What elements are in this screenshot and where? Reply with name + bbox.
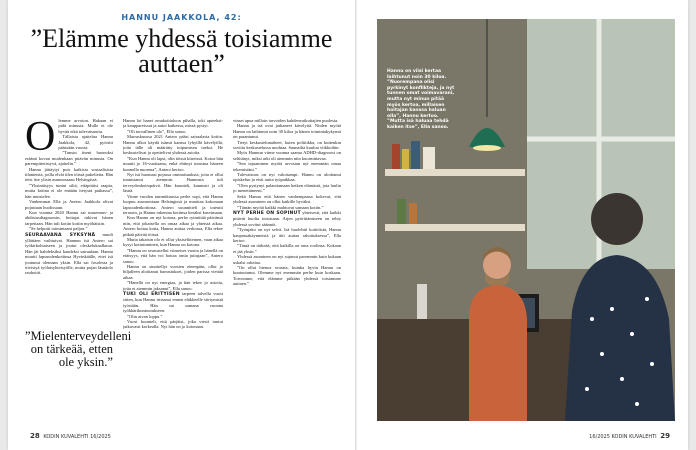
paragraph: ”Se helpotti toimintaani paljon.”	[29, 226, 88, 232]
magazine-spread	[8, 0, 688, 450]
book	[392, 144, 400, 169]
text-column-2	[123, 118, 223, 418]
paragraph	[25, 232, 113, 276]
dress-dot	[600, 352, 604, 356]
text-column-3	[233, 118, 341, 418]
woman-hair	[591, 193, 643, 245]
folio-left	[28, 432, 111, 440]
paragraph: ”Tämän myötä kaikki mahtuvat samaan kotiin.”	[237, 204, 324, 210]
section-subhead: NYT PERHE ON SOPINUT	[233, 210, 301, 216]
lamp-glow	[473, 145, 501, 151]
section-subhead: SEURAAVANA SYKSYNÄ	[25, 232, 96, 238]
paragraph: ”Tunsin itseni huonoksi eräänä kovan mudenkaan pitävän minusta. On parempitietistyvä, ajattelin.”	[25, 150, 113, 167]
folio-right	[589, 432, 672, 440]
paragraph: Kun vuonna 2020 Hannu sai masennus- ja ahdistusdiagnoosin, hoitajat tukivat hänen tarpeitaan. Hän tuli kotiin kotiin myöhäisiin.	[25, 209, 113, 226]
article-photo	[377, 19, 675, 421]
paragraph: ”Yksinäisyys tuntui siltä, ettäpitäisi raapia, mutta kotina ei ole enäään itetystä paikassa”, hän muistelee.	[25, 182, 113, 199]
paragraph: ”Kun Hannu oli lapsi, olin töissä kiireissä. Kotoa hän muutti jo 16-vuotiaana, enkä ehtinyt tutustua häneen kunnolla nuorena”, Antero kertoo.	[123, 155, 223, 172]
book	[409, 203, 417, 224]
dress-dot	[585, 387, 589, 391]
dress-dot	[590, 317, 594, 321]
paragraph: Kun Hannu on nyt kotona, perhe rytmittää päivänsä niin, että jokaisella on omaa aikaa ja yhteistä aikaa. Antero hoitaa kotia, Hannu auttaa verkossa, Ella tekee pitkää päivää töissä.	[123, 215, 223, 237]
paragraph: Tietyt keskustelunaiheet, kuten politiikka, on kuitenkin sovittu keskustelussa unohtaa. Saunailta kuuluu viikkoihin.	[233, 139, 341, 151]
paragraph: lemme arvoton. Hakaan ei pidä minusta. Mulle ei ole hyvää eikä tulevaisuutta.	[58, 118, 113, 134]
dress-dot	[635, 402, 639, 406]
dress-dot	[620, 377, 624, 381]
section-subhead: TUKI OLI ERITYISEN	[123, 292, 180, 297]
dress-dot	[630, 332, 634, 336]
folio-left-text: KODIN KUVALEHTI 16/2025	[43, 434, 111, 440]
paragraph: Hannu on sinnitellyt vuosien eteenpäin, ollut jo hiljalleen aloittanut harrastukset, joiden parissa viettää aikaa.	[123, 263, 223, 280]
paragraph: Yhdessä asuminen on nyt sujunut paremmin kuin kukaan uskalsi odottaa.	[233, 254, 341, 265]
paragraph: ”Sen tajuaminen myötä arvostan nyt enemmän omaa tekemistäni.”	[233, 161, 341, 172]
page-gutter	[355, 0, 357, 450]
paragraph: ”Oli turvallinen olo”, Ella sanoo.	[127, 128, 187, 134]
paragraph: Hannu ja isä ovat jarkaneet kävelyitä. Niiden myötä Hannu on laihtunut noin 30 kiloa ja hänen toimintakykynsä on parantunut.	[233, 123, 341, 140]
paragraph: Sekä Hannu että hänen vanhempansa kokevat, että yhdessä asuminen on ollut kaikille hyväksi.	[233, 193, 341, 205]
paragraph: ”Olen pystynyt palauttamaan hetken elämästä, jota luulin jo menettäneeni.”	[233, 182, 341, 194]
man-shirt	[469, 285, 527, 421]
book	[402, 149, 409, 169]
paragraph: Hannu loi hanet omakotitaloon pihalla, toki apteeksi- ja kauppareissut ja autoi kaikessa, missä pystyi.	[123, 118, 223, 129]
paragraph: Viime vuoden tammikuussa perhe sopi, että Hannu luopuu asunnostaan Helsingissä ja muuttaa kokonaan lapsuudenkotiinsa. Antero suunnitteli ja toteutti terassin, ja Hannu rakentaa kotiinsa kesäksi kasvimaan.	[123, 193, 223, 215]
book	[411, 141, 420, 169]
paragraph: ”Hänellä on nyt energiaa, ja hän tekee jo asioita, joita ei aiemmin jaksanut”, Ella sanoo.	[123, 280, 223, 291]
pull-quote: ”Mielenterveydelleni on tärkeää, etten ole yksin.”	[25, 329, 132, 369]
paragraph: Tällaista ajattelua Hannu Jaakkola, 42, pyöritti päässään vuosia.	[58, 134, 113, 151]
bookshelf-lower	[385, 224, 525, 231]
man-head	[483, 251, 511, 279]
paragraph	[233, 210, 341, 227]
book	[423, 147, 435, 169]
text-column-1	[25, 118, 113, 318]
photo-caption: Hannu on viisi kertaa laihtunut noin 30 kiloa. ”Nuorempana olisi pyrkinyt konflikteja, ja nyt tunnen omat voimavarani, mutta nyt minun pitää myös kertoa, millaisen hoitajan kanssa haluan olla”, Hannu kertoo. ”Mutta isä haluaa tehdä kaiken itse”, Ella sanoo.	[387, 69, 455, 130]
paragraph: ”Työnjako on nyt selvä. Isä huolehtii kotitöistä, Hannu kaupassakäynneistä ja äiti auttaa rahoituksessa”, Ella kertoo.	[233, 227, 341, 243]
paragraph: ”Tämä on tärkeää, että kaikilla on oma roolinsa. Kukaan ei jää yksin.”	[233, 243, 341, 254]
page-number-right: 29	[660, 432, 670, 440]
paragraph: Mutta takaisin olo ei ollut yksiselitteinen, vaan aikaa kysyi kotiutuminen, kun Hannu on kotona.	[123, 236, 223, 248]
book	[397, 199, 406, 224]
paragraph: Hannu jättäytyi pois kaikista sosiaalisista tilanteista, joilla elväi tilen töissä pukeltetta. Hän teisi itse ylisin asunnossaan Helsingissä.	[25, 166, 113, 183]
folio-right-text: 16/2025 KODIN KUVALEHTI	[589, 434, 657, 440]
paragraph: ”On ollut hienoa seurata, kuinka hyvin Hannu on kuntoutunut. Olemme nyt enemmän perhe kuin koskaan. Toivomme, että elämme pitkään yhdessä toisiamme auttaen.”	[233, 264, 341, 287]
paragraph: Marraskuussa 2021 Antero pääsi sairaalasta kotiin. Hannu alkoi käydä isänsä kanssa lyhyillä kävelyillä, joita tälle oli määrätty toipumisen tueksi. He keskustelivat ja opettelivat yhdessä asioita.	[123, 134, 223, 156]
paragraph-text: tarpeen talvella vuosi sitten, kun Hannu irtisanoi ennen eläkkeelle siirtymistä työstään. Hän sai samana vuonna työkkärikuntoutukseen.	[123, 291, 223, 314]
page-number-left: 28	[30, 432, 40, 440]
paragraph: Tulevaisuus on nyt valoisampi. Hannu on aloittanut opiskelun ja etsii uutta työpaikkaa.	[233, 172, 341, 183]
desk-item	[417, 284, 427, 319]
article-title: ”Elämme yhdessä toisiamme auttaen”	[30, 24, 333, 78]
paragraph: Vuosi kuunteli, että pärjäisi, joka viesti tuntui jatkuvasti korkealla. Nyt hän on jo kotonaan.	[123, 319, 223, 330]
paragraph-text: muuli yllättäen vaihtuivat. Hannun isä Antero sai työkirkohtaiseen ja joutui oleskelukaalkuun. Hän jäi kahdeksiksi kaudeksi sairaalaan. Hannu muutti lapsuudenkotiinsa Hyvinkäälle, ettei isä joutunut olemaan yksin. Ella sai fosolesta ja tiivistyä työlaisyhteisyölle, mutta pojan läsnäolo rauhoitti.	[25, 231, 113, 276]
paragraph: Nyt isä huomasi pojassa ominaisuuksia, joita ei ollut tunnistanut aiemmin. Hannusta tuli terveydenhoitopäivä. Hän kuunteli, kannusti ja oli läsnä.	[123, 172, 223, 194]
paragraph	[123, 291, 223, 314]
paragraph: ”Olin aivan loppu.”	[127, 313, 163, 319]
paragraph-text: yhteisesti, että kaikki pitävät huolta toisistaan. Arjen pyörittämiseen on tehty yhdessä sovitut säännöt.	[233, 209, 341, 227]
paragraph: Vanhemmat Ella ja Antero Jaakkola olivat pojastaan huolissaan.	[25, 199, 113, 210]
dress-dot	[610, 307, 614, 311]
paragraph: Myös Hannun viime vuonna saama ADHD-diagnoosi on selittänyt, miksi arki oli aiemmin niin kuormittavaa.	[233, 150, 341, 161]
drop-cap: O	[25, 118, 56, 160]
paragraph: vinset apua milloin tarvoiden kahdenvaikuttajien puolesta.	[233, 118, 339, 123]
paragraph: ”Hannu on seurustellut viimeiset vuotta ja hänellä on etäisyys, että hän voi hoitaa omia juttujaan”, Antero sanoo.	[123, 247, 223, 264]
dress-dot	[650, 362, 654, 366]
dress-dot	[645, 297, 649, 301]
article-kicker: HANNU JAAKKOLA, 42:	[121, 13, 242, 22]
bookshelf-upper	[385, 169, 525, 176]
